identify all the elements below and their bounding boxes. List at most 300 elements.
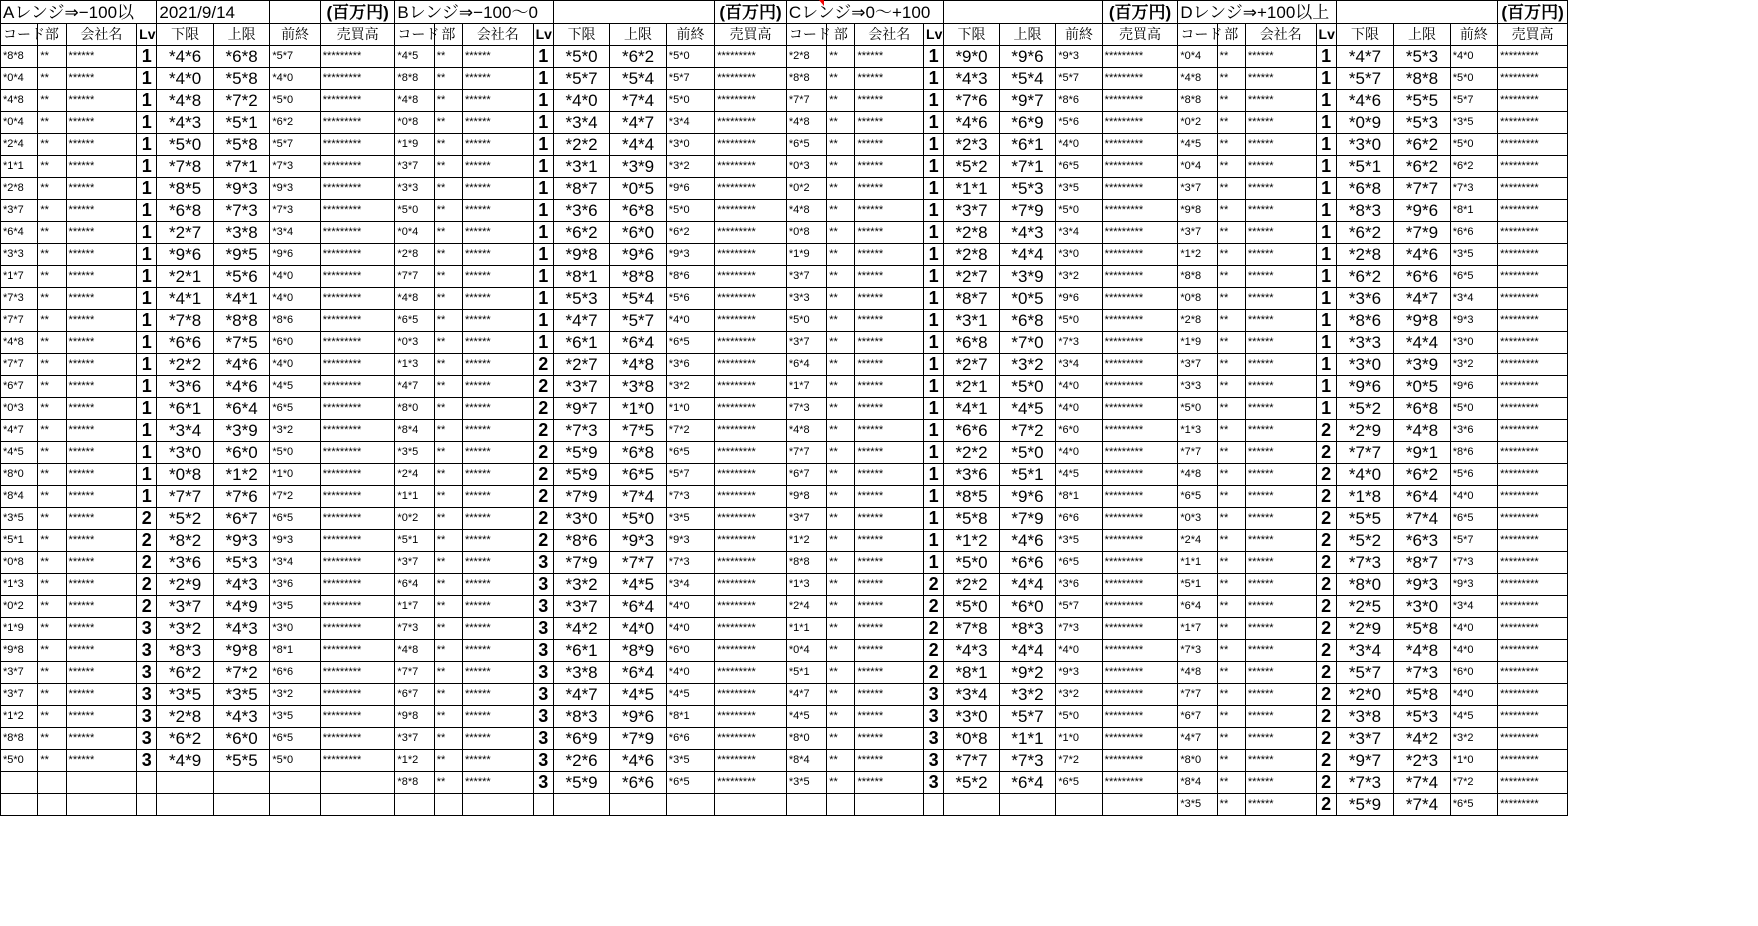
lower-limit-cell[interactable]: *2*3	[944, 134, 999, 156]
dept-cell[interactable]: **	[827, 684, 855, 706]
lower-limit-cell[interactable]: *5*9	[553, 464, 609, 486]
dept-cell[interactable]: **	[827, 574, 855, 596]
dept-cell[interactable]: **	[434, 310, 462, 332]
code-cell[interactable]: *0*4	[786, 640, 826, 662]
upper-limit-cell[interactable]: *5*1	[999, 464, 1055, 486]
level-cell[interactable]: 3	[533, 684, 553, 706]
company-name-cell[interactable]: ******	[463, 68, 534, 90]
col-header[interactable]: コード	[786, 24, 826, 46]
lower-limit-cell[interactable]: *2*9	[1336, 420, 1394, 442]
lower-limit-cell[interactable]: *3*7	[1336, 728, 1394, 750]
dept-cell[interactable]: **	[827, 310, 855, 332]
empty-cell[interactable]	[38, 794, 66, 816]
code-cell[interactable]: *7*3	[1178, 640, 1217, 662]
level-cell[interactable]: 2	[924, 662, 944, 684]
lower-limit-cell[interactable]: *1*8	[1336, 486, 1394, 508]
volume-cell[interactable]: *********	[1102, 420, 1178, 442]
prev-close-cell[interactable]: *3*2	[666, 376, 714, 398]
col-header[interactable]: 部	[827, 24, 855, 46]
dept-cell[interactable]: **	[1217, 310, 1245, 332]
code-cell[interactable]: *7*7	[1, 310, 38, 332]
dept-cell[interactable]: **	[1217, 728, 1245, 750]
level-cell[interactable]: 2	[1316, 442, 1336, 464]
prev-close-cell[interactable]: *1*0	[1450, 750, 1497, 772]
dept-cell[interactable]: **	[1217, 772, 1245, 794]
level-cell[interactable]: 2	[924, 596, 944, 618]
prev-close-cell[interactable]: *3*5	[1056, 530, 1102, 552]
volume-cell[interactable]: *********	[715, 398, 787, 420]
company-name-cell[interactable]: ******	[1245, 332, 1316, 354]
prev-close-cell[interactable]: *4*0	[1056, 640, 1102, 662]
level-cell[interactable]: 1	[1316, 244, 1336, 266]
dept-cell[interactable]: **	[827, 90, 855, 112]
level-cell[interactable]: 1	[533, 288, 553, 310]
upper-limit-cell[interactable]: *6*6	[610, 772, 666, 794]
lower-limit-cell[interactable]: *5*7	[553, 68, 609, 90]
company-name-cell[interactable]: ******	[1245, 376, 1316, 398]
upper-limit-cell[interactable]: *4*4	[1394, 332, 1450, 354]
upper-limit-cell[interactable]: *4*6	[610, 750, 666, 772]
company-name-cell[interactable]: ******	[66, 552, 137, 574]
dept-cell[interactable]: **	[434, 398, 462, 420]
level-cell[interactable]: 3	[137, 750, 157, 772]
prev-close-cell[interactable]: *4*0	[270, 266, 320, 288]
upper-limit-cell[interactable]: *6*5	[610, 464, 666, 486]
level-cell[interactable]: 1	[1316, 288, 1336, 310]
prev-close-cell[interactable]: *6*5	[1450, 266, 1497, 288]
level-cell[interactable]: 1	[924, 68, 944, 90]
dept-cell[interactable]: **	[38, 750, 66, 772]
company-name-cell[interactable]: ******	[66, 68, 137, 90]
company-name-cell[interactable]: ******	[1245, 750, 1316, 772]
upper-limit-cell[interactable]: *6*0	[999, 596, 1055, 618]
upper-limit-cell[interactable]: *9*6	[999, 46, 1055, 68]
level-cell[interactable]: 2	[1316, 728, 1336, 750]
prev-close-cell[interactable]: *6*6	[1056, 508, 1102, 530]
col-header[interactable]: 前終	[1056, 24, 1102, 46]
col-header[interactable]: Lv	[924, 24, 944, 46]
lower-limit-cell[interactable]: *7*7	[944, 750, 999, 772]
col-header[interactable]: 部	[38, 24, 66, 46]
prev-close-cell[interactable]: *4*5	[1056, 464, 1102, 486]
upper-limit-cell[interactable]: *3*2	[999, 684, 1055, 706]
upper-limit-cell[interactable]: *7*3	[999, 750, 1055, 772]
upper-limit-cell[interactable]: *3*8	[610, 376, 666, 398]
prev-close-cell[interactable]: *5*7	[1056, 68, 1102, 90]
upper-limit-cell[interactable]: *3*9	[999, 266, 1055, 288]
upper-limit-cell[interactable]: *4*4	[999, 244, 1055, 266]
code-cell[interactable]: *0*8	[395, 112, 434, 134]
dept-cell[interactable]: **	[827, 354, 855, 376]
upper-limit-cell[interactable]: *6*8	[610, 200, 666, 222]
dept-cell[interactable]: **	[434, 640, 462, 662]
code-cell[interactable]: *5*1	[395, 530, 434, 552]
upper-limit-cell[interactable]: *9*3	[213, 178, 270, 200]
code-cell[interactable]: *1*3	[786, 574, 826, 596]
lower-limit-cell[interactable]: *2*8	[944, 222, 999, 244]
col-header[interactable]: 部	[1217, 24, 1245, 46]
upper-limit-cell[interactable]: *9*8	[1394, 310, 1450, 332]
dept-cell[interactable]: **	[1217, 68, 1245, 90]
lower-limit-cell[interactable]: *4*3	[944, 640, 999, 662]
lower-limit-cell[interactable]: *8*3	[1336, 200, 1394, 222]
dept-cell[interactable]: **	[434, 376, 462, 398]
volume-cell[interactable]: *********	[1102, 46, 1178, 68]
upper-limit-cell[interactable]: *6*4	[999, 772, 1055, 794]
dept-cell[interactable]: **	[38, 728, 66, 750]
prev-close-cell[interactable]: *4*5	[666, 684, 714, 706]
company-name-cell[interactable]: ******	[1245, 244, 1316, 266]
level-cell[interactable]: 1	[924, 46, 944, 68]
level-cell[interactable]: 2	[137, 596, 157, 618]
lower-limit-cell[interactable]: *6*8	[157, 200, 213, 222]
lower-limit-cell[interactable]: *6*2	[1336, 266, 1394, 288]
level-cell[interactable]: 1	[924, 310, 944, 332]
code-cell[interactable]: *7*7	[1, 354, 38, 376]
code-cell[interactable]: *1*7	[1, 266, 38, 288]
company-name-cell[interactable]: ******	[463, 574, 534, 596]
range-title-a[interactable]: Aレンジ⇒−100以	[1, 1, 157, 24]
code-cell[interactable]: *6*5	[1178, 486, 1217, 508]
volume-cell[interactable]: *********	[320, 178, 395, 200]
code-cell[interactable]: *3*5	[786, 772, 826, 794]
volume-cell[interactable]: *********	[715, 772, 787, 794]
prev-close-cell[interactable]: *3*0	[270, 618, 320, 640]
lower-limit-cell[interactable]: *8*2	[157, 530, 213, 552]
company-name-cell[interactable]: ******	[463, 420, 534, 442]
company-name-cell[interactable]: ******	[463, 662, 534, 684]
prev-close-cell[interactable]: *6*6	[666, 728, 714, 750]
company-name-cell[interactable]: ******	[1245, 156, 1316, 178]
col-header[interactable]: 下限	[553, 24, 609, 46]
volume-cell[interactable]: *********	[320, 46, 395, 68]
level-cell[interactable]: 1	[1316, 310, 1336, 332]
prev-close-cell[interactable]: *1*0	[270, 464, 320, 486]
lower-limit-cell[interactable]: *6*8	[944, 332, 999, 354]
dept-cell[interactable]: **	[38, 266, 66, 288]
dept-cell[interactable]: **	[827, 508, 855, 530]
prev-close-cell[interactable]: *6*5	[1450, 794, 1497, 816]
volume-cell[interactable]: *********	[1498, 134, 1568, 156]
volume-cell[interactable]: *********	[1102, 662, 1178, 684]
volume-cell[interactable]: *********	[1102, 376, 1178, 398]
upper-limit-cell[interactable]: *7*2	[999, 420, 1055, 442]
code-cell[interactable]: *1*9	[1178, 332, 1217, 354]
level-cell[interactable]: 3	[137, 618, 157, 640]
code-cell[interactable]: *8*8	[1, 46, 38, 68]
dept-cell[interactable]: **	[38, 420, 66, 442]
upper-limit-cell[interactable]: *3*9	[610, 156, 666, 178]
lower-limit-cell[interactable]: *5*9	[1336, 794, 1394, 816]
col-header[interactable]: 上限	[213, 24, 270, 46]
dept-cell[interactable]: **	[1217, 112, 1245, 134]
dept-cell[interactable]: **	[38, 684, 66, 706]
empty-cell[interactable]	[1, 794, 38, 816]
level-cell[interactable]: 1	[533, 200, 553, 222]
prev-close-cell[interactable]: *5*7	[270, 46, 320, 68]
level-cell[interactable]: 1	[1316, 398, 1336, 420]
prev-close-cell[interactable]: *7*3	[1450, 178, 1497, 200]
dept-cell[interactable]: **	[827, 552, 855, 574]
prev-close-cell[interactable]: *3*6	[1056, 574, 1102, 596]
dept-cell[interactable]: **	[1217, 200, 1245, 222]
dept-cell[interactable]: **	[827, 486, 855, 508]
volume-cell[interactable]: *********	[1102, 288, 1178, 310]
level-cell[interactable]: 1	[137, 156, 157, 178]
prev-close-cell[interactable]: *5*6	[1056, 112, 1102, 134]
volume-cell[interactable]: *********	[715, 618, 787, 640]
prev-close-cell[interactable]: *6*5	[1450, 508, 1497, 530]
volume-cell[interactable]: *********	[1102, 640, 1178, 662]
level-cell[interactable]: 1	[1316, 134, 1336, 156]
lower-limit-cell[interactable]: *0*8	[157, 464, 213, 486]
company-name-cell[interactable]: ******	[855, 486, 924, 508]
code-cell[interactable]: *0*8	[1178, 288, 1217, 310]
level-cell[interactable]: 2	[1316, 750, 1336, 772]
level-cell[interactable]: 1	[533, 156, 553, 178]
prev-close-cell[interactable]: *5*0	[1056, 310, 1102, 332]
lower-limit-cell[interactable]: *5*5	[1336, 508, 1394, 530]
company-name-cell[interactable]: ******	[855, 574, 924, 596]
dept-cell[interactable]: **	[434, 508, 462, 530]
prev-close-cell[interactable]: *3*2	[1056, 684, 1102, 706]
upper-limit-cell[interactable]: *5*4	[610, 288, 666, 310]
company-name-cell[interactable]: ******	[855, 706, 924, 728]
col-header[interactable]: 会社名	[855, 24, 924, 46]
volume-cell[interactable]: *********	[715, 134, 787, 156]
empty-cell[interactable]	[270, 794, 320, 816]
company-name-cell[interactable]: ******	[1245, 574, 1316, 596]
level-cell[interactable]: 2	[1316, 486, 1336, 508]
dept-cell[interactable]: **	[38, 574, 66, 596]
lower-limit-cell[interactable]: *8*0	[1336, 574, 1394, 596]
dept-cell[interactable]: **	[38, 596, 66, 618]
volume-cell[interactable]: *********	[320, 596, 395, 618]
volume-cell[interactable]: *********	[1102, 552, 1178, 574]
code-cell[interactable]: *1*9	[395, 134, 434, 156]
volume-cell[interactable]: *********	[1498, 200, 1568, 222]
upper-limit-cell[interactable]: *3*9	[213, 420, 270, 442]
prev-close-cell[interactable]: *5*7	[1450, 90, 1497, 112]
dept-cell[interactable]: **	[38, 662, 66, 684]
code-cell[interactable]: *3*3	[1, 244, 38, 266]
lower-limit-cell[interactable]: *6*9	[553, 728, 609, 750]
code-cell[interactable]: *1*9	[1, 618, 38, 640]
company-name-cell[interactable]: ******	[1245, 46, 1316, 68]
level-cell[interactable]: 1	[924, 398, 944, 420]
code-cell[interactable]: *1*7	[786, 376, 826, 398]
code-cell[interactable]: *3*5	[395, 442, 434, 464]
company-name-cell[interactable]: ******	[855, 354, 924, 376]
empty-cell[interactable]	[786, 794, 826, 816]
prev-close-cell[interactable]: *5*0	[666, 90, 714, 112]
level-cell[interactable]: 1	[533, 222, 553, 244]
code-cell[interactable]: *5*1	[1178, 574, 1217, 596]
prev-close-cell[interactable]: *3*2	[270, 420, 320, 442]
volume-cell[interactable]: *********	[1498, 684, 1568, 706]
dept-cell[interactable]: **	[827, 728, 855, 750]
company-name-cell[interactable]: ******	[66, 266, 137, 288]
company-name-cell[interactable]: ******	[1245, 178, 1316, 200]
upper-limit-cell[interactable]: *4*3	[213, 574, 270, 596]
prev-close-cell[interactable]: *9*3	[1450, 310, 1497, 332]
lower-limit-cell[interactable]: *1*2	[944, 530, 999, 552]
level-cell[interactable]: 1	[137, 200, 157, 222]
upper-limit-cell[interactable]: *5*3	[1394, 46, 1450, 68]
prev-close-cell[interactable]: *7*3	[666, 552, 714, 574]
prev-close-cell[interactable]: *5*6	[666, 288, 714, 310]
volume-cell[interactable]: *********	[1498, 706, 1568, 728]
level-cell[interactable]: 2	[1316, 794, 1336, 816]
empty-cell[interactable]	[855, 794, 924, 816]
code-cell[interactable]: *2*8	[786, 46, 826, 68]
lower-limit-cell[interactable]: *3*0	[944, 706, 999, 728]
empty-cell[interactable]	[1336, 1, 1497, 24]
level-cell[interactable]: 1	[924, 332, 944, 354]
prev-close-cell[interactable]: *4*5	[270, 376, 320, 398]
dept-cell[interactable]: **	[434, 464, 462, 486]
upper-limit-cell[interactable]: *5*8	[213, 68, 270, 90]
code-cell[interactable]: *1*3	[1, 574, 38, 596]
lower-limit-cell[interactable]: *4*0	[553, 90, 609, 112]
empty-cell[interactable]	[1, 772, 38, 794]
code-cell[interactable]: *7*3	[395, 618, 434, 640]
volume-cell[interactable]: *********	[1102, 750, 1178, 772]
level-cell[interactable]: 1	[924, 354, 944, 376]
unit-label[interactable]: (百万円)	[1102, 1, 1178, 24]
volume-cell[interactable]: *********	[1498, 794, 1568, 816]
prev-close-cell[interactable]: *9*3	[666, 244, 714, 266]
lower-limit-cell[interactable]: *5*0	[944, 596, 999, 618]
dept-cell[interactable]: **	[827, 618, 855, 640]
lower-limit-cell[interactable]: *5*2	[944, 156, 999, 178]
level-cell[interactable]: 1	[924, 178, 944, 200]
code-cell[interactable]: *5*1	[786, 662, 826, 684]
dept-cell[interactable]: **	[434, 156, 462, 178]
code-cell[interactable]: *0*3	[395, 332, 434, 354]
volume-cell[interactable]: *********	[1498, 68, 1568, 90]
volume-cell[interactable]: *********	[715, 332, 787, 354]
lower-limit-cell[interactable]: *2*2	[553, 134, 609, 156]
empty-cell[interactable]	[66, 772, 137, 794]
volume-cell[interactable]: *********	[1102, 486, 1178, 508]
level-cell[interactable]: 1	[924, 442, 944, 464]
level-cell[interactable]: 1	[533, 244, 553, 266]
company-name-cell[interactable]: ******	[463, 618, 534, 640]
upper-limit-cell[interactable]: *5*8	[213, 134, 270, 156]
empty-cell[interactable]	[1056, 794, 1102, 816]
code-cell[interactable]: *2*4	[1178, 530, 1217, 552]
code-cell[interactable]: *0*3	[1178, 508, 1217, 530]
volume-cell[interactable]: *********	[1102, 134, 1178, 156]
company-name-cell[interactable]: ******	[855, 200, 924, 222]
company-name-cell[interactable]: ******	[66, 200, 137, 222]
level-cell[interactable]: 3	[533, 662, 553, 684]
lower-limit-cell[interactable]: *9*6	[157, 244, 213, 266]
lower-limit-cell[interactable]: *5*9	[553, 442, 609, 464]
level-cell[interactable]: 3	[924, 750, 944, 772]
empty-cell[interactable]	[463, 794, 534, 816]
company-name-cell[interactable]: ******	[66, 222, 137, 244]
company-name-cell[interactable]: ******	[855, 618, 924, 640]
volume-cell[interactable]: *********	[1102, 596, 1178, 618]
lower-limit-cell[interactable]: *3*0	[1336, 134, 1394, 156]
level-cell[interactable]: 1	[137, 112, 157, 134]
company-name-cell[interactable]: ******	[66, 310, 137, 332]
code-cell[interactable]: *3*3	[395, 178, 434, 200]
dept-cell[interactable]: **	[38, 68, 66, 90]
prev-close-cell[interactable]: *5*0	[270, 90, 320, 112]
level-cell[interactable]: 1	[1316, 266, 1336, 288]
volume-cell[interactable]: *********	[1498, 530, 1568, 552]
level-cell[interactable]: 1	[1316, 178, 1336, 200]
lower-limit-cell[interactable]: *3*6	[157, 552, 213, 574]
upper-limit-cell[interactable]: *8*8	[610, 266, 666, 288]
lower-limit-cell[interactable]: *6*6	[157, 332, 213, 354]
code-cell[interactable]: *9*8	[395, 706, 434, 728]
upper-limit-cell[interactable]: *4*8	[1394, 420, 1450, 442]
lower-limit-cell[interactable]: *8*5	[157, 178, 213, 200]
lower-limit-cell[interactable]: *6*6	[944, 420, 999, 442]
prev-close-cell[interactable]: *4*0	[1056, 442, 1102, 464]
volume-cell[interactable]: *********	[1498, 376, 1568, 398]
empty-cell[interactable]	[924, 794, 944, 816]
code-cell[interactable]: *3*7	[395, 728, 434, 750]
company-name-cell[interactable]: ******	[463, 728, 534, 750]
prev-close-cell[interactable]: *5*7	[666, 68, 714, 90]
upper-limit-cell[interactable]: *6*4	[610, 662, 666, 684]
prev-close-cell[interactable]: *6*6	[270, 662, 320, 684]
dept-cell[interactable]: **	[827, 178, 855, 200]
code-cell[interactable]: *8*8	[395, 772, 434, 794]
volume-cell[interactable]: *********	[320, 134, 395, 156]
level-cell[interactable]: 3	[533, 706, 553, 728]
level-cell[interactable]: 3	[137, 640, 157, 662]
upper-limit-cell[interactable]: *9*3	[213, 530, 270, 552]
dept-cell[interactable]: **	[38, 200, 66, 222]
volume-cell[interactable]: *********	[715, 90, 787, 112]
code-cell[interactable]: *8*8	[1178, 90, 1217, 112]
volume-cell[interactable]: *********	[320, 442, 395, 464]
code-cell[interactable]: *8*0	[395, 398, 434, 420]
prev-close-cell[interactable]: *3*0	[1056, 244, 1102, 266]
upper-limit-cell[interactable]: *4*6	[1394, 244, 1450, 266]
lower-limit-cell[interactable]: *2*9	[1336, 618, 1394, 640]
upper-limit-cell[interactable]: *6*8	[1394, 398, 1450, 420]
lower-limit-cell[interactable]: *9*7	[1336, 750, 1394, 772]
volume-cell[interactable]: *********	[320, 728, 395, 750]
volume-cell[interactable]: *********	[1102, 68, 1178, 90]
level-cell[interactable]: 1	[137, 68, 157, 90]
code-cell[interactable]: *4*5	[786, 706, 826, 728]
code-cell[interactable]: *5*0	[395, 200, 434, 222]
level-cell[interactable]: 3	[137, 662, 157, 684]
volume-cell[interactable]: *********	[715, 684, 787, 706]
prev-close-cell[interactable]: *4*0	[1450, 684, 1497, 706]
company-name-cell[interactable]: ******	[855, 772, 924, 794]
company-name-cell[interactable]: ******	[855, 442, 924, 464]
lower-limit-cell[interactable]: *8*1	[553, 266, 609, 288]
company-name-cell[interactable]: ******	[855, 596, 924, 618]
volume-cell[interactable]: *********	[715, 596, 787, 618]
col-header[interactable]: 上限	[1394, 24, 1450, 46]
level-cell[interactable]: 1	[533, 112, 553, 134]
dept-cell[interactable]: **	[1217, 486, 1245, 508]
code-cell[interactable]: *1*2	[395, 750, 434, 772]
range-title-b[interactable]: Bレンジ⇒−100〜0	[395, 1, 553, 24]
prev-close-cell[interactable]: *4*0	[1450, 46, 1497, 68]
dept-cell[interactable]: **	[1217, 420, 1245, 442]
